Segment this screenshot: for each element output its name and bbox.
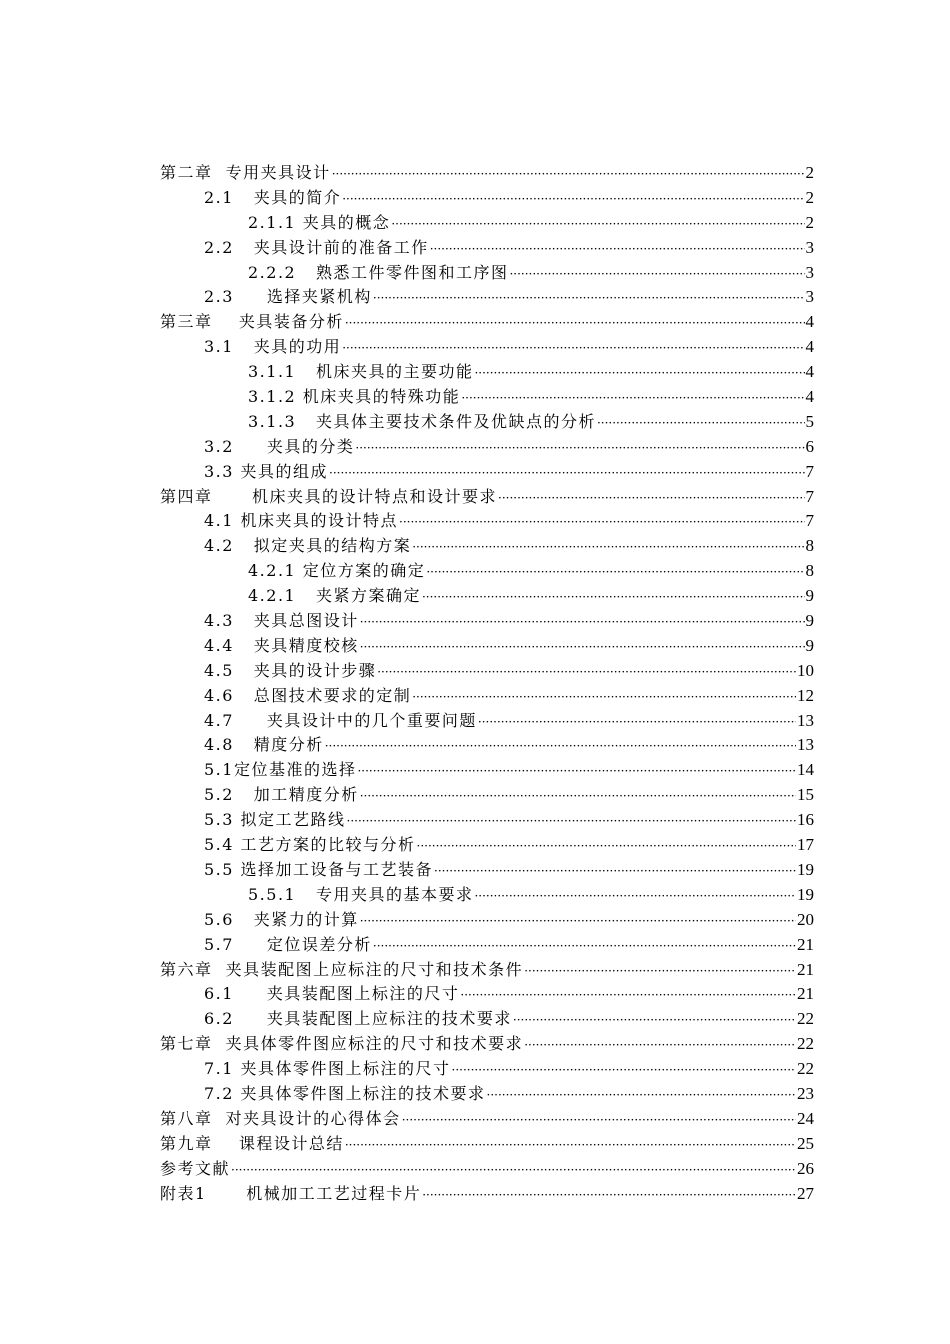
toc-entry-title: 4.3 夹具总图设计 — [204, 611, 359, 631]
toc-dot-leader — [524, 959, 796, 984]
toc-dot-leader — [345, 1133, 796, 1158]
toc-entry-title: 4.8 精度分析 — [204, 735, 324, 755]
toc-entry-title: 4.7 夹具设计中的几个重要问题 — [204, 710, 477, 730]
toc-entry[interactable] — [160, 1107, 814, 1132]
toc-entry[interactable] — [160, 534, 814, 559]
toc-entry-title: 4.2.1 定位方案的确定 — [248, 561, 426, 581]
toc-entry-title: 7.1 夹具体零件图上标注的尺寸 — [204, 1059, 451, 1079]
toc-entry[interactable] — [160, 410, 814, 435]
toc-entry[interactable] — [160, 634, 814, 659]
toc-page-number: 10 — [797, 660, 814, 680]
toc-dot-leader — [478, 710, 796, 735]
toc-entry[interactable] — [160, 833, 814, 858]
toc-entry-title: 2.2 夹具设计前的准备工作 — [204, 237, 429, 257]
toc-page-number: 4 — [805, 312, 814, 332]
toc-dot-leader — [360, 784, 796, 809]
toc-entry-title: 5.1定位基准的选择 — [204, 760, 357, 780]
toc-entry[interactable] — [160, 908, 814, 933]
toc-entry-title: 5.5 选择加工设备与工艺装备 — [204, 859, 434, 879]
toc-dot-leader — [360, 610, 805, 635]
toc-entry-title: 3.1.2 机床夹具的特殊功能 — [248, 387, 461, 407]
toc-page-number: 20 — [797, 909, 814, 929]
toc-entry[interactable] — [160, 310, 814, 335]
toc-entry-title: 第八章 对夹具设计的心得体会 — [160, 1108, 401, 1128]
toc-entry[interactable] — [160, 684, 814, 709]
toc-dot-leader — [422, 585, 805, 610]
toc-dot-leader — [342, 187, 804, 212]
toc-page-number: 3 — [805, 237, 814, 257]
toc-dot-leader — [513, 1008, 796, 1033]
toc-page-number: 2 — [805, 212, 814, 232]
toc-dot-leader — [509, 262, 804, 287]
toc-dot-leader — [474, 884, 796, 909]
toc-entry-title: 4.6 总图技术要求的定制 — [204, 685, 412, 705]
toc-entry[interactable] — [160, 709, 814, 734]
toc-entry-title: 4.2 拟定夹具的结构方案 — [204, 536, 412, 556]
toc-dot-leader — [402, 1108, 796, 1133]
toc-dot-leader — [461, 386, 804, 411]
toc-page-number: 12 — [797, 685, 814, 705]
toc-page-number: 7 — [805, 511, 814, 531]
toc-page-number: 9 — [805, 635, 814, 655]
toc-entry-title: 5.6 夹紧力的计算 — [204, 909, 359, 929]
toc-entry-title: 附表1 机械加工工艺过程卡片 — [160, 1183, 422, 1203]
toc-entry[interactable] — [160, 485, 814, 510]
toc-entry[interactable] — [160, 584, 814, 609]
toc-entry[interactable] — [160, 186, 814, 211]
toc-entry[interactable] — [160, 1032, 814, 1057]
toc-dot-leader — [498, 486, 804, 511]
toc-page-number: 3 — [805, 287, 814, 307]
toc-dot-leader — [325, 734, 796, 759]
toc-entry-title: 2.1.1 夹具的概念 — [248, 212, 391, 232]
toc-dot-leader — [373, 286, 805, 311]
toc-dot-leader — [342, 336, 804, 361]
toc-page-number: 2 — [805, 163, 814, 182]
toc-entry[interactable] — [160, 460, 814, 485]
toc-entry[interactable] — [160, 285, 814, 310]
toc-page-number: 21 — [797, 959, 814, 979]
toc-entry-title: 3.3 夹具的组成 — [204, 461, 329, 481]
toc-dot-leader — [422, 1183, 796, 1208]
toc-entry[interactable] — [160, 758, 814, 783]
toc-entry-title: 3.1.1 机床夹具的主要功能 — [248, 362, 474, 382]
toc-entry-title: 7.2 夹具体零件图上标注的技术要求 — [204, 1083, 486, 1103]
toc-dot-leader — [373, 934, 796, 959]
toc-entry-title: 5.4 工艺方案的比较与分析 — [204, 835, 416, 855]
toc-page-number: 21 — [797, 934, 814, 954]
toc-entry-title: 4.5 夹具的设计步骤 — [204, 660, 377, 680]
toc-dot-leader — [524, 1033, 796, 1058]
toc-entry[interactable] — [160, 733, 814, 758]
toc-page-number: 24 — [797, 1108, 814, 1128]
toc-entry-title: 第六章 夹具装配图上应标注的尺寸和技术条件 — [160, 959, 524, 979]
toc-entry-title: 4.1 机床夹具的设计特点 — [204, 511, 399, 531]
toc-entry[interactable] — [160, 982, 814, 1007]
toc-entry-title: 第二章 专用夹具设计 — [160, 163, 331, 182]
toc-entry[interactable] — [160, 360, 814, 385]
toc-entry-title: 第九章 课程设计总结 — [160, 1133, 344, 1153]
toc-entry-title: 第三章 夹具装备分析 — [160, 312, 344, 332]
toc-entry[interactable] — [160, 236, 814, 261]
toc-entry[interactable] — [160, 609, 814, 634]
toc-page-number: 6 — [805, 436, 814, 456]
toc-page-number: 19 — [797, 859, 814, 879]
toc-page-number: 4 — [805, 362, 814, 382]
toc-entry[interactable] — [160, 808, 814, 833]
toc-dot-leader — [329, 461, 804, 486]
toc-dot-leader — [417, 834, 796, 859]
toc-entry[interactable] — [160, 883, 814, 908]
toc-entry[interactable] — [160, 1057, 814, 1082]
toc-entry[interactable] — [160, 1007, 814, 1032]
toc-dot-leader — [377, 660, 796, 685]
toc-page-number: 15 — [797, 785, 814, 805]
toc-entry-title: 3.2 夹具的分类 — [204, 436, 355, 456]
toc-entry-title: 5.2 加工精度分析 — [204, 785, 359, 805]
toc-dot-leader — [474, 361, 804, 386]
toc-page-number: 27 — [797, 1183, 814, 1203]
toc-page-number: 16 — [797, 810, 814, 830]
toc-entry-title: 第四章 机床夹具的设计特点和设计要求 — [160, 486, 498, 506]
toc-entry-title: 2.1 夹具的简介 — [204, 187, 342, 207]
toc-page-number: 4 — [805, 387, 814, 407]
toc-dot-leader — [426, 560, 804, 585]
toc-entry-title: 4.2.1 夹紧方案确定 — [248, 586, 421, 606]
toc-page-number: 2 — [805, 187, 814, 207]
toc-entry[interactable] — [160, 1157, 814, 1182]
toc-dot-leader — [391, 212, 804, 237]
toc-page-number: 4 — [805, 337, 814, 357]
toc-page-number: 22 — [797, 1059, 814, 1079]
toc-entry-title: 2.2.2 熟悉工件零件图和工序图 — [248, 262, 509, 282]
toc-page-number: 9 — [805, 611, 814, 631]
toc-entry-title: 5.3 拟定工艺路线 — [204, 810, 346, 830]
toc-entry[interactable] — [160, 783, 814, 808]
toc-page-number: 13 — [797, 710, 814, 730]
toc-page-number: 3 — [805, 262, 814, 282]
toc-page-number: 19 — [797, 884, 814, 904]
toc-entry[interactable] — [160, 261, 814, 286]
toc-page-number: 7 — [805, 486, 814, 506]
toc-entry[interactable] — [160, 858, 814, 883]
toc-dot-leader — [412, 535, 804, 560]
toc-page-number: 22 — [797, 1034, 814, 1054]
toc-entry-title: 4.4 夹具精度校核 — [204, 635, 359, 655]
toc-dot-leader — [487, 1083, 796, 1108]
toc-page-number: 7 — [805, 461, 814, 481]
toc-dot-leader — [345, 311, 805, 336]
toc-entry-title: 6.2 夹具装配图上应标注的技术要求 — [204, 1009, 512, 1029]
toc-dot-leader — [452, 1058, 796, 1083]
toc-dot-leader — [597, 411, 805, 436]
toc-entry[interactable] — [160, 385, 814, 410]
toc-page-number: 17 — [797, 835, 814, 855]
toc-entry[interactable] — [160, 161, 814, 186]
toc-entry[interactable] — [160, 1082, 814, 1107]
toc-entry[interactable] — [160, 1182, 814, 1207]
table-of-contents — [160, 161, 814, 1206]
toc-page-number: 26 — [797, 1158, 814, 1178]
toc-dot-leader — [355, 436, 804, 461]
toc-entry[interactable] — [160, 435, 814, 460]
toc-entry-title: 6.1 夹具装配图上标注的尺寸 — [204, 984, 460, 1004]
toc-page-number: 14 — [797, 760, 814, 780]
toc-page-number: 13 — [797, 735, 814, 755]
toc-entry-title: 5.7 定位误差分析 — [204, 934, 372, 954]
toc-page-number: 8 — [805, 561, 814, 581]
toc-dot-leader — [332, 162, 805, 187]
toc-dot-leader — [357, 759, 796, 784]
toc-entry[interactable] — [160, 335, 814, 360]
toc-dot-leader — [360, 635, 805, 660]
toc-dot-leader — [360, 909, 796, 934]
toc-entry[interactable] — [160, 958, 814, 983]
toc-entry[interactable] — [160, 509, 814, 534]
toc-page-number: 22 — [797, 1009, 814, 1029]
toc-entry[interactable] — [160, 211, 814, 236]
toc-entry-title: 2.3 选择夹紧机构 — [204, 287, 372, 307]
toc-entry-title: 5.5.1 专用夹具的基本要求 — [248, 884, 474, 904]
toc-dot-leader — [347, 809, 796, 834]
toc-page-number: 5 — [805, 411, 814, 431]
toc-entry-title: 3.1.3 夹具体主要技术条件及优缺点的分析 — [248, 411, 596, 431]
toc-list — [160, 161, 814, 1206]
toc-dot-leader — [430, 237, 805, 262]
toc-dot-leader — [434, 859, 796, 884]
toc-entry[interactable] — [160, 933, 814, 958]
toc-entry[interactable] — [160, 659, 814, 684]
toc-entry-title: 第七章 夹具体零件图应标注的尺寸和技术要求 — [160, 1034, 524, 1054]
toc-entry[interactable] — [160, 559, 814, 584]
toc-entry-title: 参考文献 — [160, 1158, 231, 1178]
toc-entry-title: 3.1 夹具的功用 — [204, 337, 342, 357]
toc-dot-leader — [412, 685, 796, 710]
toc-dot-leader — [460, 983, 796, 1008]
toc-page-number: 8 — [805, 536, 814, 556]
toc-dot-leader — [399, 510, 804, 535]
toc-page-number: 25 — [797, 1133, 814, 1153]
toc-page-number: 23 — [797, 1083, 814, 1103]
toc-page-number: 21 — [797, 984, 814, 1004]
toc-entry[interactable] — [160, 1132, 814, 1157]
toc-dot-leader — [231, 1158, 796, 1183]
toc-page-number: 9 — [805, 586, 814, 606]
